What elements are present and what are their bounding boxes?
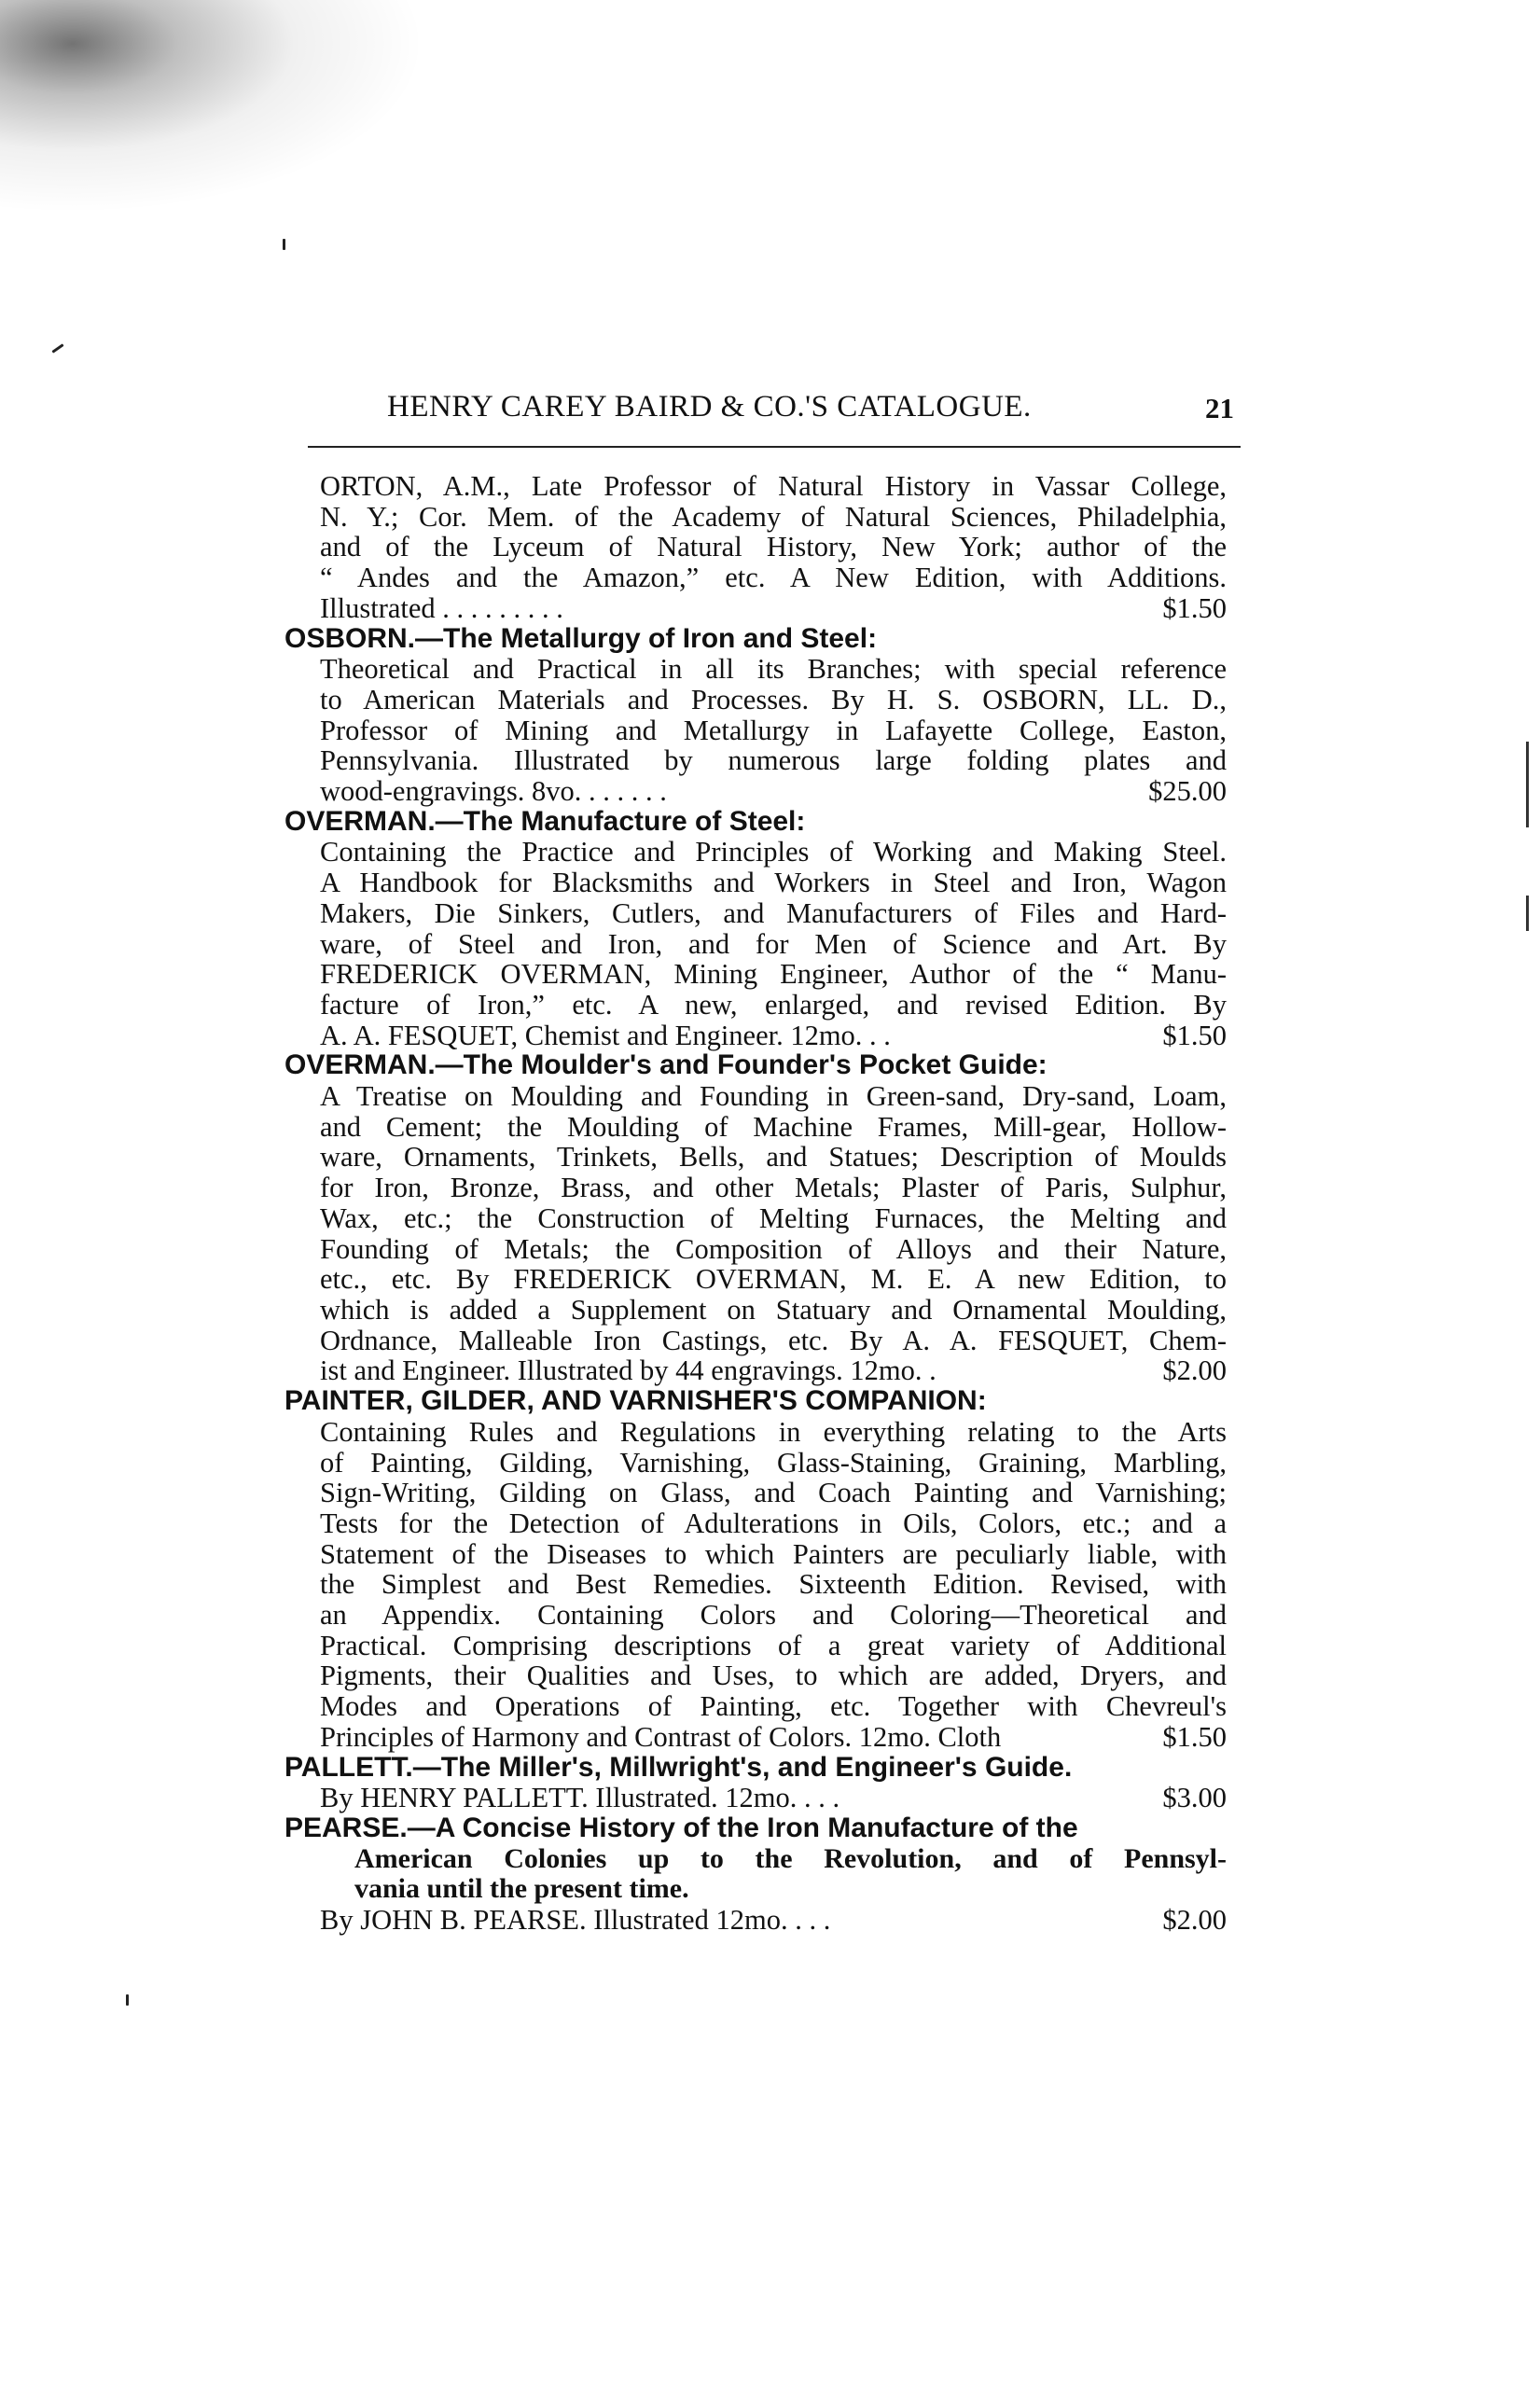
entry-text-line: of Painting, Gilding, Varnishing, Glass-Staining, Graining, Marbling,	[320, 1446, 1227, 1479]
entry-price-text: Principles of Harmony and Contrast of Colors. 12mo. Cloth	[320, 1720, 1002, 1753]
header-title: HENRY CAREY BAIRD & CO.'S CATALOGUE.	[387, 390, 1032, 424]
entry-price-text: A. A. FESQUET, Chemist and Engineer. 12mo. . .	[320, 1019, 891, 1051]
entry-price-text: By JOHN B. PEARSE. Illustrated 12mo. . . .	[320, 1904, 831, 1937]
entry-price-line	[284, 1905, 1227, 1936]
entry-heading: PALLETT.—The Miller's, Millwright's, and Engineer's Guide.	[284, 1751, 1073, 1783]
entry-text-line: Sign-Writing, Gilding on Glass, and Coach Painting and Varnishing;	[320, 1477, 1227, 1509]
entry-text-line: an Appendix. Containing Colors and Coloring—Theoretical and	[320, 1599, 1227, 1632]
entry-text-line: ORTON, A.M., Late Professor of Natural History in Vassar College,	[320, 470, 1227, 502]
catalogue-entry	[284, 1813, 1227, 1936]
catalogue-entry	[284, 471, 1227, 624]
entry-text-line: and of the Lyceum of Natural History, New York; author of the	[320, 531, 1227, 563]
entry-text-line: Wax, etc.; the Construction of Melting Furnaces, the Melting and	[320, 1201, 1227, 1234]
entry-price: $25.00	[1148, 775, 1227, 808]
entry-heading: OVERMAN.—The Manufacture of Steel:	[284, 805, 806, 837]
entry-text-line: Pigments, their Qualities and Uses, to which are added, Dryers, and	[320, 1660, 1227, 1692]
entry-heading-continuation: vania until the present time.	[354, 1873, 689, 1905]
entry-text-line: A Handbook for Blacksmiths and Workers in Steel and Iron, Wagon	[320, 867, 1227, 899]
entry-price-text: By HENRY PALLETT. Illustrated. 12mo. . . .	[320, 1782, 840, 1814]
catalogue-entry	[284, 807, 1227, 1051]
header-rule	[308, 446, 1241, 448]
entry-price: $3.00	[1162, 1782, 1227, 1814]
entry-text-line: Pennsylvania. Illustrated by numerous large folding plates and	[320, 744, 1227, 777]
entry-text-line: ware, of Steel and Iron, and for Men of Science and Art. By	[320, 927, 1227, 960]
entry-price-text: Illustrated . . . . . . . . .	[320, 591, 563, 624]
entry-price-line	[284, 1722, 1227, 1753]
entry-price-text: wood-engravings. 8vo. . . . . . .	[320, 775, 667, 808]
entry-heading: PAINTER, GILDER, AND VARNISHER'S COMPANION:	[284, 1385, 987, 1417]
entry-price-line	[284, 1355, 1227, 1386]
entry-price-line	[284, 1783, 1227, 1813]
entry-price-line	[284, 1021, 1227, 1051]
page-header	[387, 390, 1245, 437]
entry-heading: PEARSE.—A Concise History of the Iron Manufacture of the	[284, 1812, 1078, 1843]
entry-price-line	[284, 593, 1227, 624]
entry-text-line: Founding of Metals; the Composition of Alloys and their Nature,	[320, 1232, 1227, 1265]
entry-price: $1.50	[1162, 1019, 1227, 1051]
entry-text-line: to American Materials and Processes. By H. S. OSBORN, LL. D.,	[320, 683, 1227, 715]
entry-price: $1.50	[1162, 591, 1227, 624]
entry-price-text: ist and Engineer. Illustrated by 44 engravings. 12mo. .	[320, 1354, 936, 1387]
entry-text-line: and Cement; the Moulding of Machine Frames, Mill-gear, Hollow-	[320, 1110, 1227, 1143]
entry-price: $1.50	[1162, 1720, 1227, 1753]
entry-text-line: for Iron, Bronze, Brass, and other Metals; Plaster of Paris, Sulphur,	[320, 1172, 1227, 1204]
entry-heading: OVERMAN.—The Moulder's and Founder's Pocket Guide:	[284, 1049, 1047, 1081]
entry-text-line: Ordnance, Malleable Iron Castings, etc. By A. A. FESQUET, Chem-	[320, 1324, 1227, 1356]
catalogue-entry	[284, 1386, 1227, 1752]
entry-text-line: facture of Iron,” etc. A new, enlarged, and revised Edition. By	[320, 988, 1227, 1021]
entry-text-line: Theoretical and Practical in all its Branches; with special reference	[320, 653, 1227, 686]
margin-bracket	[1526, 742, 1529, 827]
entry-text-line: “ Andes and the Amazon,” etc. A New Edition, with Additions.	[320, 562, 1227, 594]
scan-speck	[283, 239, 285, 250]
entry-text-line: ware, Ornaments, Trinkets, Bells, and Statues; Description of Moulds	[320, 1141, 1227, 1174]
scan-speck	[51, 343, 63, 353]
entry-price: $2.00	[1162, 1904, 1227, 1937]
entry-heading: OSBORN.—The Metallurgy of Iron and Steel:	[284, 622, 878, 654]
entry-text-line: etc., etc. By FREDERICK OVERMAN, M. E. A new Edition, to	[320, 1263, 1227, 1296]
entry-text-line: Statement of the Diseases to which Painters are peculiarly liable, with	[320, 1537, 1227, 1570]
scan-speck	[126, 1994, 129, 2006]
entry-text-line: Professor of Mining and Metallurgy in Lafayette College, Easton,	[320, 714, 1227, 746]
entry-text-line: Containing Rules and Regulations in everything relating to the Arts	[320, 1415, 1227, 1448]
entry-price: $2.00	[1162, 1354, 1227, 1387]
entry-text-line: which is added a Supplement on Statuary and Ornamental Moulding,	[320, 1293, 1227, 1326]
entry-price-line	[284, 776, 1227, 807]
entry-text-line: Modes and Operations of Painting, etc. Together with Chevreul's	[320, 1690, 1227, 1723]
entry-text-line: N. Y.; Cor. Mem. of the Academy of Natural Sciences, Philadelphia,	[320, 500, 1227, 533]
entry-text-line: the Simplest and Best Remedies. Sixteenth Edition. Revised, with	[320, 1568, 1227, 1601]
entry-text-line: A Treatise on Moulding and Founding in Green-sand, Dry-sand, Loam,	[320, 1080, 1227, 1113]
catalogue-listing	[284, 471, 1227, 1936]
catalogue-entry	[284, 1050, 1227, 1386]
entry-text-line: Tests for the Detection of Adulterations in Oils, Colors, etc.; and a	[320, 1507, 1227, 1539]
catalogue-entry	[284, 1753, 1227, 1813]
page-number: 21	[1205, 392, 1234, 424]
entry-heading-continuation: American Colonies up to the Revolution, and of Pennsyl-	[354, 1842, 1227, 1874]
scan-shadow	[0, 0, 485, 243]
entry-text-line: Containing the Practice and Principles of Working and Making Steel.	[320, 836, 1227, 868]
catalogue-entry	[284, 624, 1227, 807]
margin-bracket	[1526, 896, 1529, 931]
entry-text-line: Practical. Comprising descriptions of a great variety of Additional	[320, 1629, 1227, 1661]
entry-text-line: FREDERICK OVERMAN, Mining Engineer, Author of the “ Manu-	[320, 958, 1227, 991]
entry-text-line: Makers, Die Sinkers, Cutlers, and Manufacturers of Files and Hard-	[320, 896, 1227, 929]
